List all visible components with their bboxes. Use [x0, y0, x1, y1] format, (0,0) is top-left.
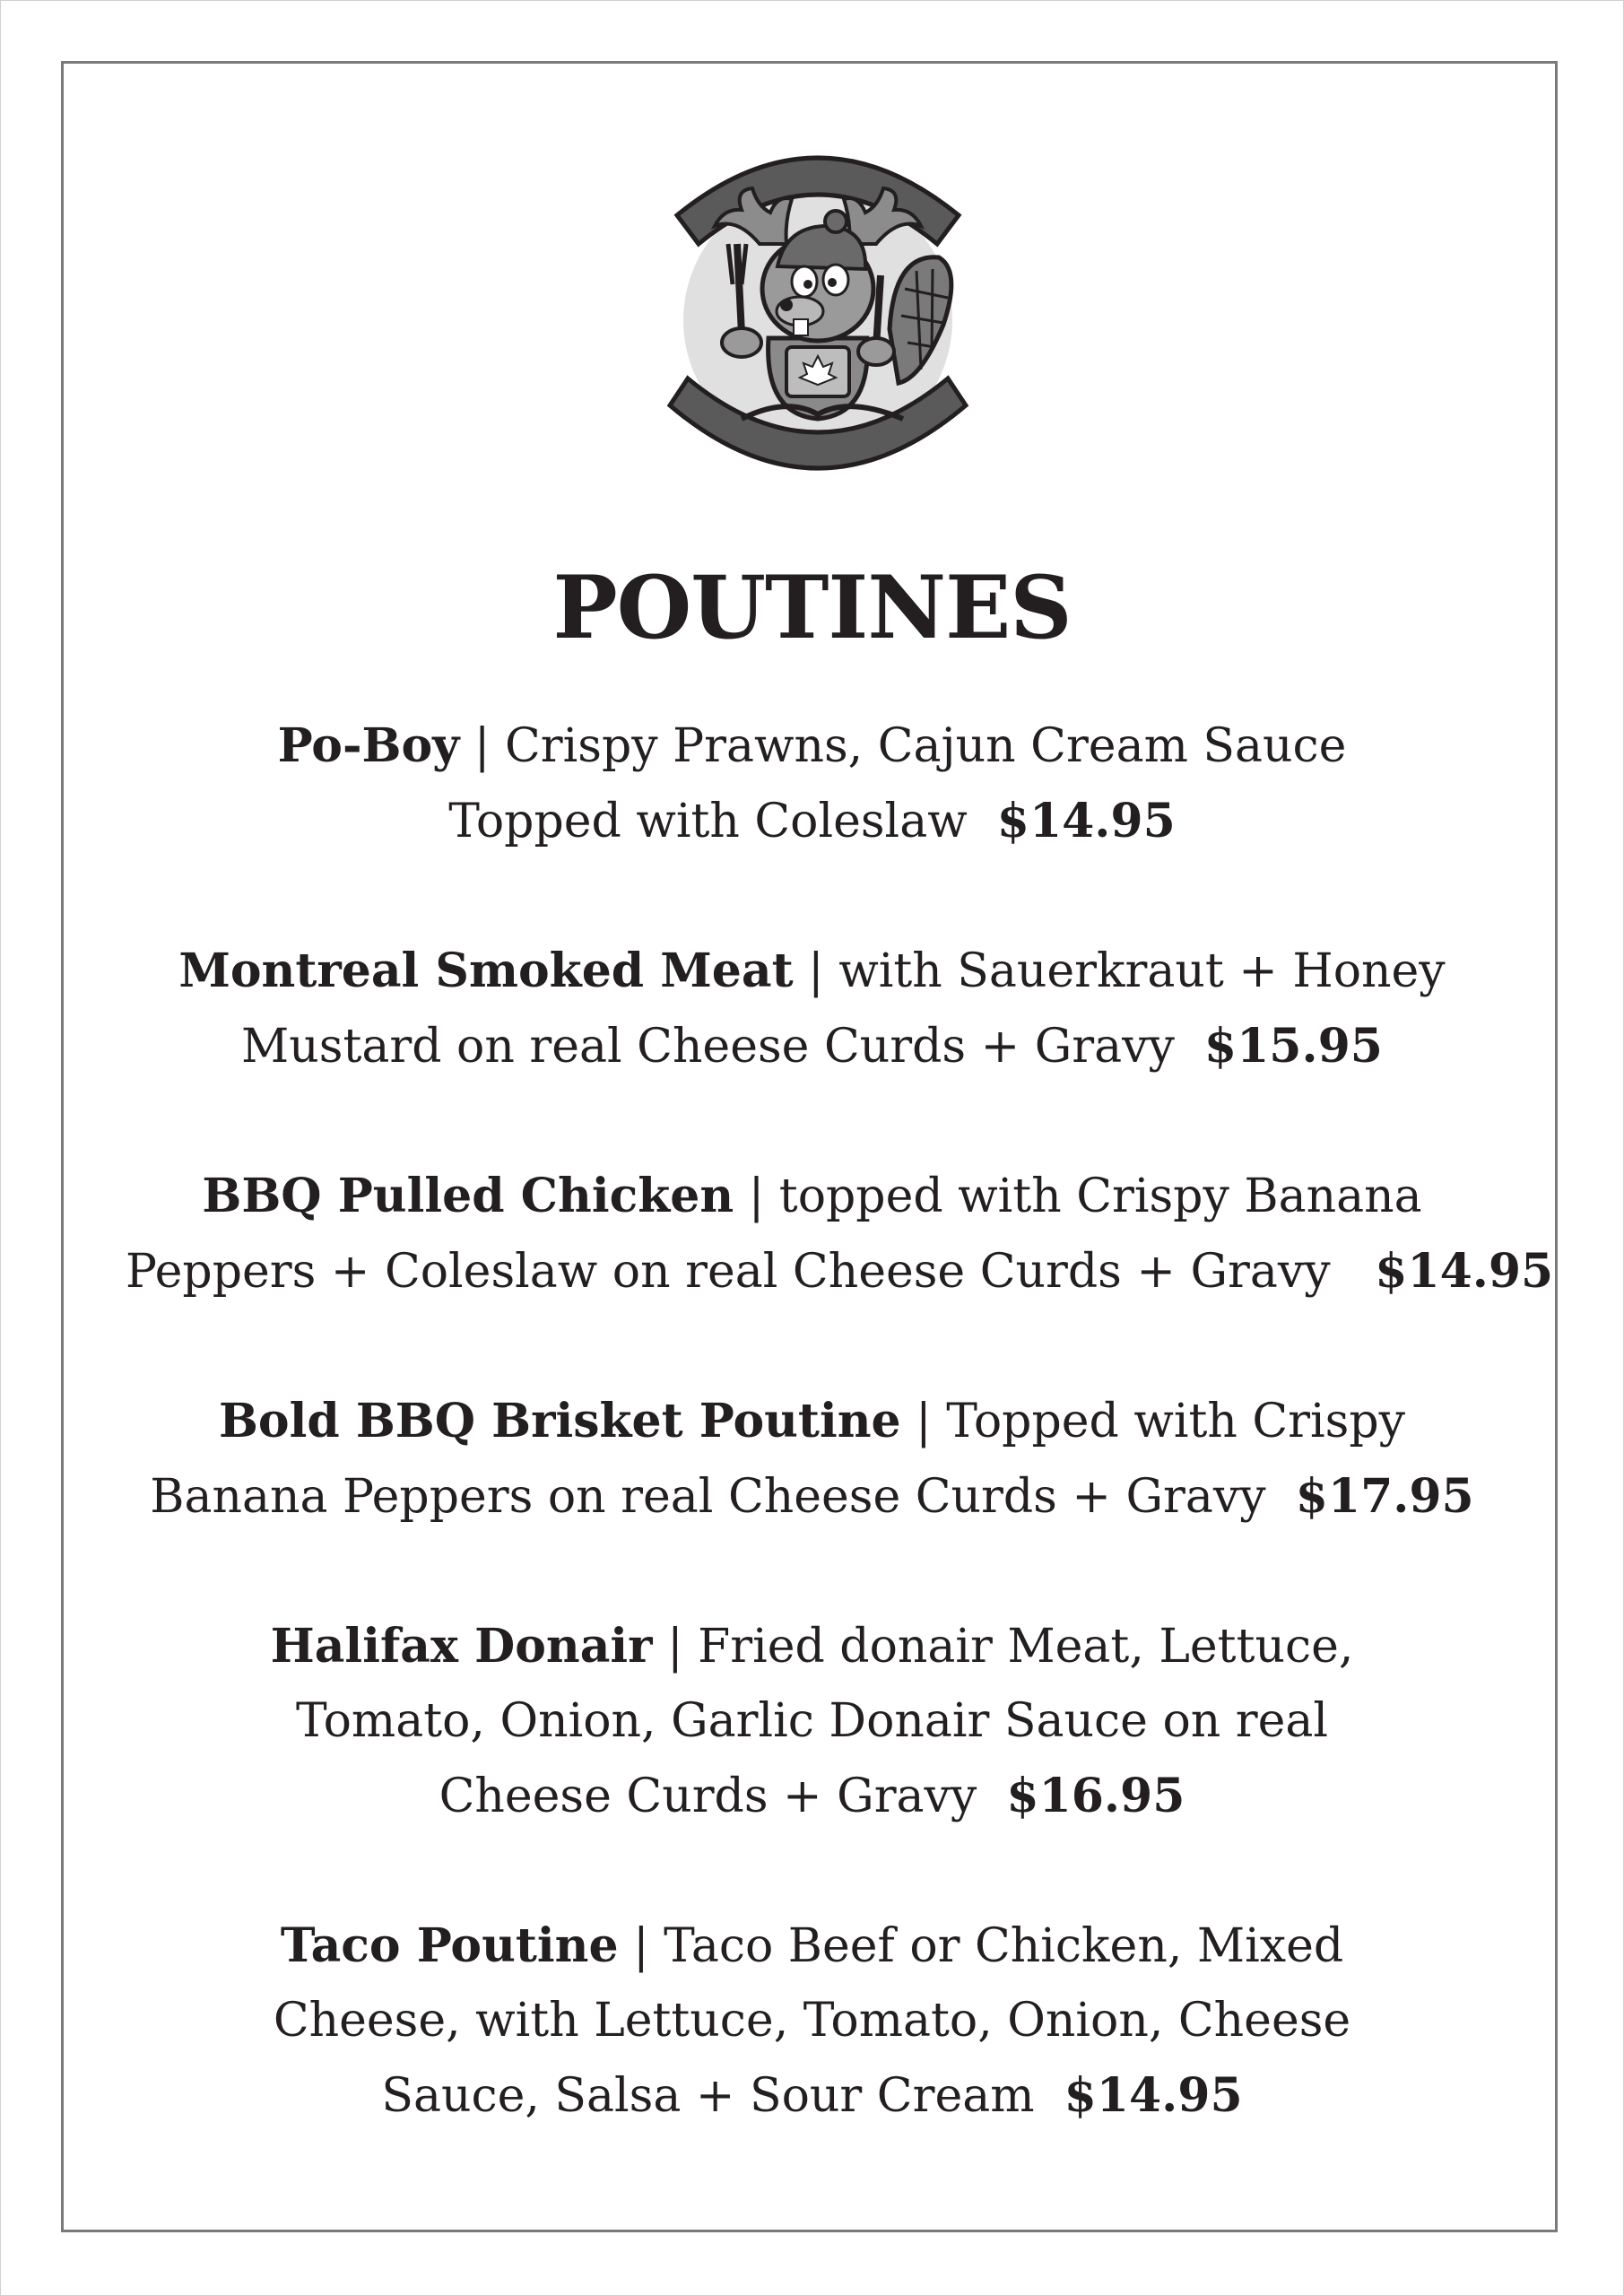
page-title: POUTINES — [552, 557, 1072, 658]
menu-item-line — [126, 1759, 1498, 1834]
menu-item-description: Topped with Crispy — [946, 1395, 1406, 1448]
menu-item-description: Taco Beef or Chicken, Mixed — [664, 1919, 1344, 1973]
menu-item-description: Tomato, Onion, Garlic Donair Sauce on real — [295, 1694, 1329, 1748]
menu-item-montreal-smoked-meat — [126, 934, 1498, 1084]
menu-item-line — [126, 1909, 1498, 1984]
menu-item-description: Fried donair Meat, Lettuce, — [698, 1620, 1354, 1674]
menu-list — [126, 709, 1554, 2134]
menu-item-description: Cheese Curds + Gravy — [439, 1770, 977, 1823]
menu-item-description: Cheese, with Lettuce, Tomato, Onion, Cheese — [273, 1994, 1351, 2048]
menu-item-line — [126, 1684, 1498, 1759]
menu-item-price: $15.95 — [1203, 1019, 1383, 1074]
menu-item-line — [126, 1984, 1498, 2058]
menu-item-separator: | — [916, 1395, 932, 1448]
menu-item-line — [126, 709, 1498, 784]
menu-item-name: Po-Boy — [277, 718, 460, 773]
menu-item-description: Crispy Prawns, Cajun Cream Sauce — [504, 719, 1347, 773]
menu-item-description: Peppers + Coleslaw on real Cheese Curds + Gravy — [126, 1245, 1331, 1299]
menu-item-description: Banana Peppers on real Cheese Curds + Gravy — [150, 1470, 1266, 1524]
menu-item-line — [126, 784, 1498, 859]
menu-item-name: Montreal Smoked Meat — [178, 944, 794, 998]
menu-item-bold-bbq-brisket-poutine — [126, 1384, 1498, 1535]
menu-item-po-boy — [126, 709, 1498, 859]
menu-item-description: with Sauerkraut + Honey — [838, 944, 1446, 998]
menu-item-name: Taco Poutine — [280, 1918, 619, 1973]
menu-item-name: BBQ Pulled Chicken — [202, 1169, 734, 1223]
crazy-canuck-logo — [652, 109, 984, 513]
menu-item-name: Halifax Donair — [270, 1619, 653, 1674]
menu-item-price: $17.95 — [1295, 1469, 1474, 1524]
menu-item-price: $14.95 — [1064, 2068, 1243, 2123]
menu-item-line — [126, 1009, 1498, 1084]
menu-item-taco-poutine — [126, 1909, 1498, 2134]
menu-item-separator: | — [667, 1620, 683, 1674]
menu-item-separator: | — [808, 944, 824, 998]
menu-item-price: $16.95 — [1006, 1769, 1185, 1823]
menu-item-description: Topped with Coleslaw — [448, 795, 968, 848]
menu-item-line — [126, 1459, 1498, 1535]
menu-item-bbq-pulled-chicken — [126, 1159, 1554, 1309]
beaver-mascot-icon — [652, 109, 984, 513]
menu-item-line — [126, 1234, 1554, 1309]
menu-item-line — [126, 2058, 1498, 2134]
menu-item-line — [126, 934, 1498, 1009]
menu-item-price: $14.95 — [1375, 1244, 1554, 1299]
menu-item-halifax-donair — [126, 1609, 1498, 1834]
menu-item-description: Sauce, Salsa + Sour Cream — [381, 2069, 1035, 2123]
menu-item-description: topped with Crispy Banana — [778, 1170, 1422, 1223]
menu-item-price: $14.95 — [996, 794, 1176, 848]
menu-item-separator: | — [633, 1919, 649, 1973]
menu-item-name: Bold BBQ Brisket Poutine — [218, 1394, 901, 1448]
menu-item-line — [126, 1384, 1498, 1459]
menu-item-separator: | — [473, 719, 491, 773]
menu-item-description: Mustard on real Cheese Curds + Gravy — [241, 1020, 1175, 1074]
menu-item-separator: | — [748, 1170, 765, 1223]
menu-item-line — [126, 1609, 1498, 1684]
menu-item-line — [126, 1159, 1498, 1234]
